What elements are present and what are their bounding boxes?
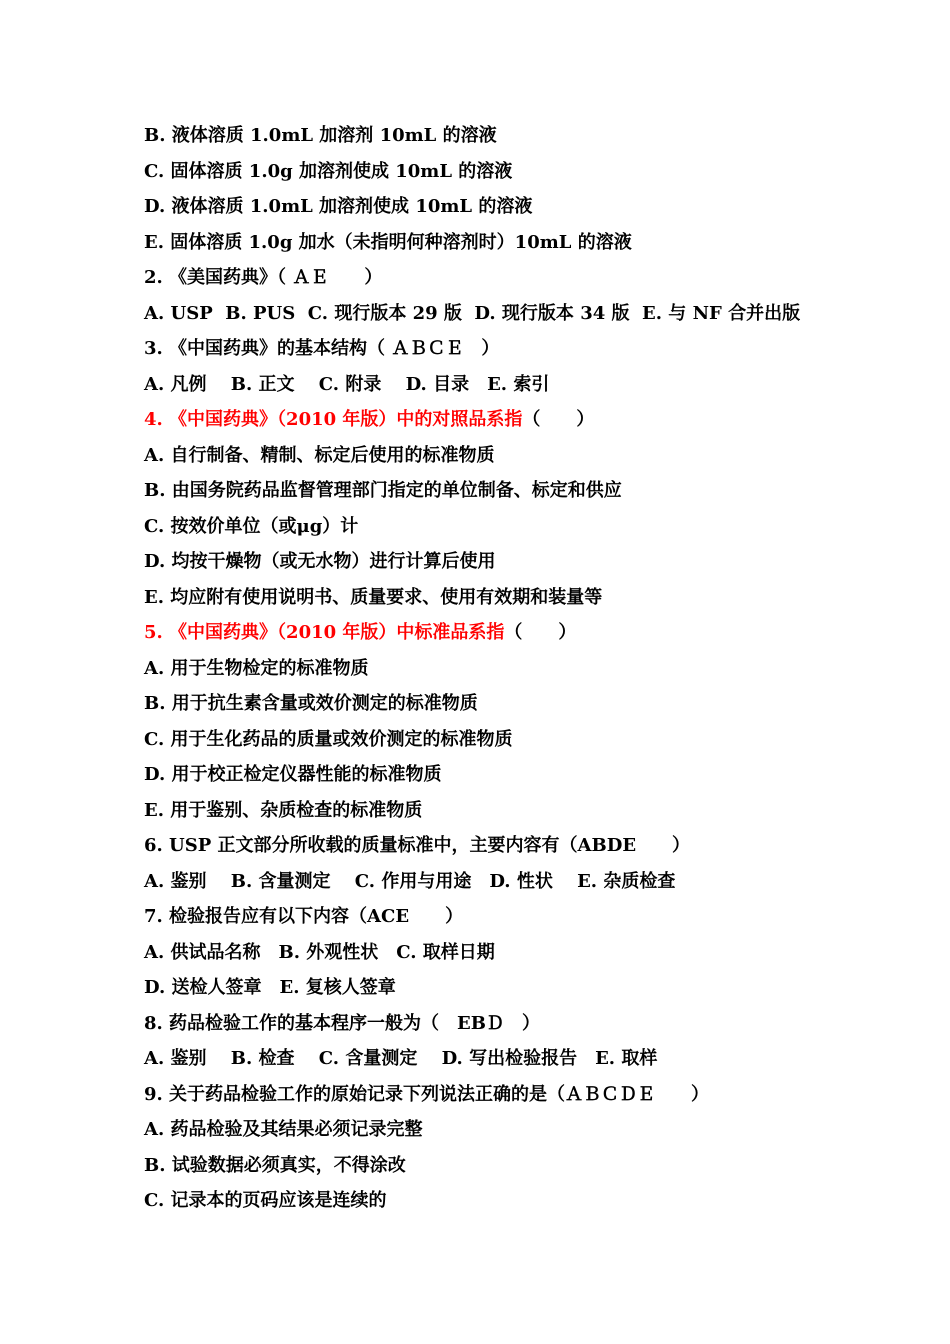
- option-line: C. 固体溶质 1.0g 加溶剂使成 10mL 的溶液: [144, 160, 513, 182]
- option-line: A. 凡例 B. 正文 C. 附录 D. 目录 E. 索引: [144, 373, 550, 395]
- option-line: B. 液体溶质 1.0mL 加溶剂 10mL 的溶液: [144, 125, 497, 146]
- question-4-text: 4. 《中国药典》（2010 年版）中的对照品系指: [144, 409, 523, 430]
- option-line: B. 用于抗生素含量或效价测定的标准物质: [144, 693, 478, 714]
- option-line: B. 试验数据必须真实，不得涂改: [144, 1154, 406, 1176]
- question-2: 2. 《美国药典》（ ＡＥ ）: [144, 267, 383, 288]
- question-9: 9. 关于药品检验工作的原始记录下列说法正确的是（ＡＢＣＤＥ ）: [144, 1083, 710, 1105]
- option-line: E. 均应附有使用说明书、质量要求、使用有效期和装量等: [144, 586, 603, 608]
- option-line: E. 固体溶质 1.0g 加水（未指明何种溶剂时）10mL 的溶液: [144, 231, 632, 253]
- option-line: A. 用于生物检定的标准物质: [144, 657, 369, 679]
- option-line: A. USP B. PUS C. 现行版本 29 版 D. 现行版本 34 版 E. 与 NF 合并出版: [144, 302, 801, 324]
- option-line: B. 由国务院药品监督管理部门指定的单位制备、标定和供应: [144, 480, 622, 501]
- option-line: A. 鉴别 B. 检查 C. 含量测定 D. 写出检验报告 E. 取样: [144, 1048, 658, 1069]
- question-4-blank: （ ）: [522, 409, 595, 430]
- option-line: C. 按效价单位（或μg）计: [144, 515, 359, 537]
- question-6: 6. USP 正文部分所收载的质量标准中，主要内容有（ABDE ）: [144, 835, 691, 856]
- option-line: A. 自行制备、精制、标定后使用的标准物质: [144, 444, 495, 466]
- option-line: D. 均按干燥物（或无水物）进行计算后使用: [144, 551, 496, 572]
- question-5: [144, 615, 924, 651]
- question-4: [144, 402, 924, 438]
- option-line: D. 用于校正检定仪器性能的标准物质: [144, 764, 442, 785]
- option-line: A. 鉴别 B. 含量测定 C. 作用与用途 D. 性状 E. 杂质检查: [144, 870, 676, 892]
- option-line: D. 送检人签章 E. 复核人签章: [144, 977, 396, 998]
- option-line: D. 液体溶质 1.0mL 加溶剂使成 10mL 的溶液: [144, 196, 533, 217]
- option-line: C. 用于生化药品的质量或效价测定的标准物质: [144, 728, 513, 750]
- question-3: 3. 《中国药典》的基本结构（ ＡＢＣＥ ）: [144, 338, 500, 359]
- option-line: C. 记录本的页码应该是连续的: [144, 1190, 387, 1211]
- question-8: 8. 药品检验工作的基本程序一般为（ EBＤ ）: [144, 1012, 540, 1034]
- question-7: 7. 检验报告应有以下内容（ACE ）: [144, 906, 464, 927]
- question-5-text: 5. 《中国药典》（2010 年版）中标准品系指: [144, 622, 505, 643]
- question-list: [144, 118, 924, 1219]
- option-line: A. 供试品名称 B. 外观性状 C. 取样日期: [144, 941, 495, 963]
- question-5-blank: （ ）: [504, 622, 577, 643]
- option-line: A. 药品检验及其结果必须记录完整: [144, 1119, 423, 1140]
- option-line: E. 用于鉴别、杂质检查的标准物质: [144, 799, 423, 821]
